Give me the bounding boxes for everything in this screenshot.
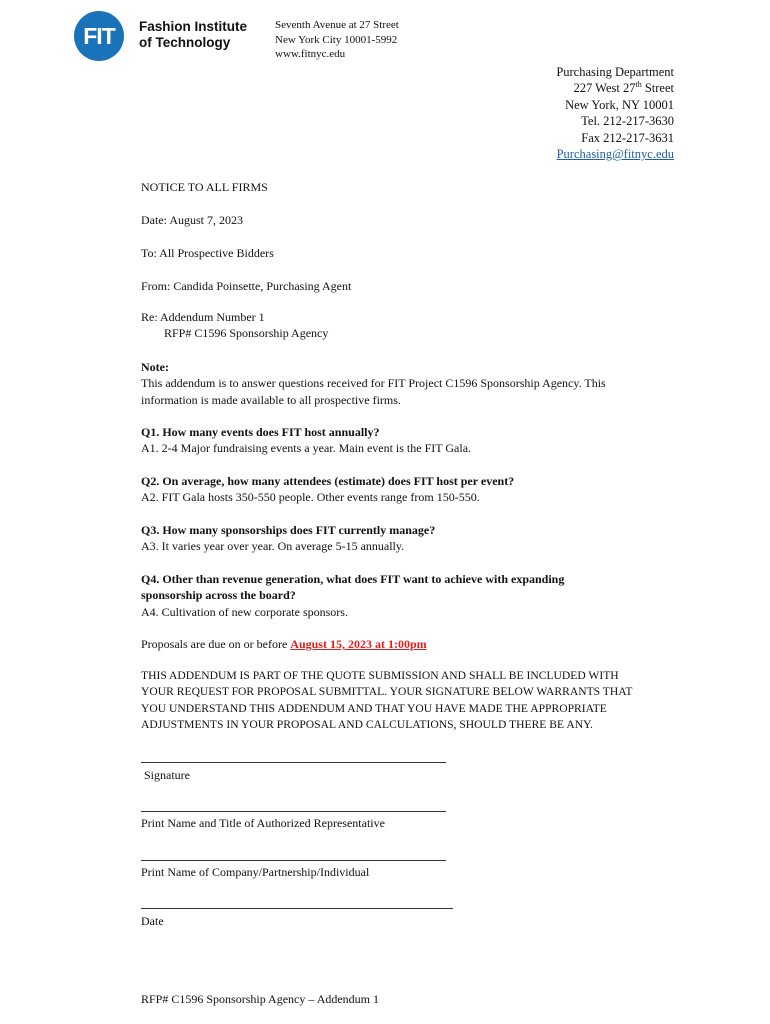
- answer-4: A4. Cultivation of new corporate sponsors.: [141, 604, 348, 619]
- street-ordinal: th: [635, 80, 642, 90]
- notice-heading: NOTICE TO ALL FIRMS: [141, 180, 268, 194]
- notice-re: [141, 309, 681, 342]
- question-4-line1: Q4. Other than revenue generation, what does FIT want to achieve with expanding: [141, 572, 565, 586]
- note-line2: information is made available to all prospective firms.: [141, 392, 401, 407]
- department-email-link[interactable]: Purchasing@fitnyc.edu: [556, 147, 674, 162]
- addendum-statement: [141, 668, 681, 734]
- question-4-line2: sponsorship across the board?: [141, 588, 296, 603]
- department-tel: Tel. 212-217-3630: [581, 114, 674, 129]
- signature-label: Signature: [144, 768, 190, 782]
- fit-logo-mark: FIT: [74, 11, 124, 61]
- question-3: Q3. How many sponsorships does FIT currently manage?: [141, 523, 436, 537]
- note-label: Note:: [141, 360, 169, 374]
- notice-to: To: All Prospective Bidders: [141, 246, 274, 260]
- answer-1: A1. 2-4 Major fundraising events a year. Main event is the FIT Gala.: [141, 441, 472, 456]
- date-line[interactable]: [141, 908, 453, 909]
- statement-line2: YOUR REQUEST FOR PROPOSAL SUBMITTAL. YOUR SIGNATURE BELOW WARRANTS THAT: [141, 685, 633, 699]
- print-name-label: Print Name and Title of Authorized Representative: [141, 816, 385, 830]
- answer-3: A3. It varies year over year. On average 5-15 annually.: [141, 539, 405, 554]
- department-city: New York, NY 10001: [565, 97, 674, 112]
- institution-address: [275, 18, 399, 62]
- note-section: [141, 359, 681, 408]
- qa-item-4: [141, 571, 681, 620]
- page-footer: RFP# C1596 Sponsorship Agency – Addendum 1: [141, 992, 380, 1006]
- street-number: 227 West 27: [573, 81, 636, 96]
- proposals-prefix: Proposals are due on or before: [141, 637, 291, 651]
- department-street: [556, 80, 674, 96]
- company-name-label: Print Name of Company/Partnership/Individual: [141, 865, 370, 879]
- address-website: www.fitnyc.edu: [275, 48, 346, 60]
- date-label: Date: [141, 914, 164, 928]
- institution-name: [139, 19, 247, 51]
- statement-line3: YOU UNDERSTAND THIS ADDENDUM AND THAT YOU HAVE MADE THE APPROPRIATE: [141, 701, 607, 715]
- qa-item-3: [141, 522, 681, 555]
- statement-line4: ADJUSTMENTS IN YOUR PROPOSAL AND CALCULATIONS, SHOULD THERE BE ANY.: [141, 718, 593, 732]
- institution-name-line2: of Technology: [139, 35, 231, 50]
- company-name-line[interactable]: [141, 860, 446, 861]
- department-name: Purchasing Department: [556, 65, 674, 79]
- notice-date: Date: August 7, 2023: [141, 213, 243, 227]
- proposals-due: [141, 636, 681, 652]
- qa-item-1: [141, 424, 681, 457]
- answer-2: A2. FIT Gala hosts 350-550 people. Other events range from 150-550.: [141, 490, 480, 505]
- note-line1: This addendum is to answer questions received for FIT Project C1596 Sponsorship Agency. This: [141, 376, 606, 391]
- address-line1: Seventh Avenue at 27 Street: [275, 19, 399, 31]
- question-2: Q2. On average, how many attendees (estimate) does FIT host per event?: [141, 474, 515, 488]
- department-fax: Fax 212-217-3631: [581, 130, 674, 145]
- re-line2: RFP# C1596 Sponsorship Agency: [164, 326, 329, 341]
- signature-line[interactable]: [141, 762, 446, 763]
- department-contact-block: [556, 64, 674, 162]
- street-name: Street: [641, 81, 674, 96]
- re-line1: Re: Addendum Number 1: [141, 310, 265, 324]
- notice-from: From: Candida Poinsette, Purchasing Agent: [141, 279, 352, 293]
- print-name-line[interactable]: [141, 811, 446, 812]
- proposal-deadline: August 15, 2023 at 1:00pm: [290, 637, 427, 651]
- address-line2: New York City 10001-5992: [275, 33, 398, 46]
- statement-line1: THIS ADDENDUM IS PART OF THE QUOTE SUBMISSION AND SHALL BE INCLUDED WITH: [141, 669, 619, 682]
- qa-item-2: [141, 473, 681, 506]
- institution-name-line1: Fashion Institute: [139, 19, 247, 34]
- question-1: Q1. How many events does FIT host annually?: [141, 425, 380, 439]
